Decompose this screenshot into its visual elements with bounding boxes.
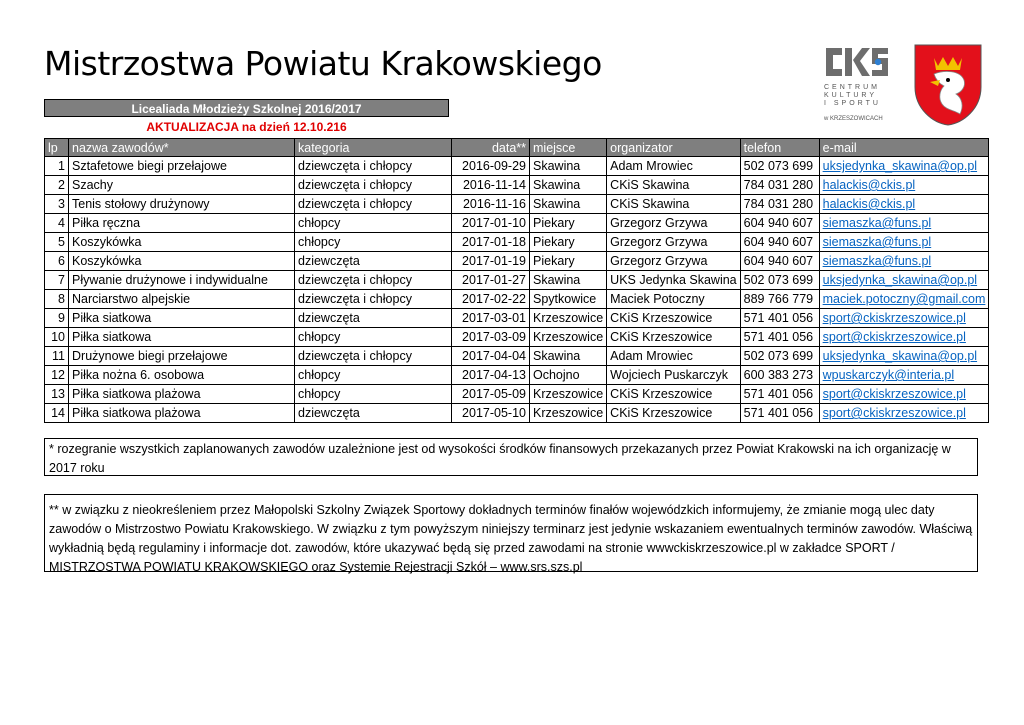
email-link[interactable]: sport@ckiskrzeszowice.pl: [822, 406, 966, 420]
email-link[interactable]: wpuskarczyk@interia.pl: [822, 368, 955, 382]
cell-phone: 604 940 607: [740, 252, 819, 271]
cell-place: Krzeszowice: [530, 309, 607, 328]
cell-phone: 784 031 280: [740, 195, 819, 214]
cell-organizer: UKS Jedynka Skawina: [607, 271, 740, 290]
cell-organizer: CKiS Krzeszowice: [607, 328, 740, 347]
cell-date: 2017-04-13: [452, 366, 530, 385]
cell-place: Skawina: [530, 157, 607, 176]
cell-email: [819, 328, 989, 347]
table-row: [45, 195, 989, 214]
cell-phone: 571 401 056: [740, 309, 819, 328]
cell-event-name: Tenis stołowy drużynowy: [69, 195, 295, 214]
cell-place: Skawina: [530, 176, 607, 195]
cell-event-name: Koszykówka: [69, 252, 295, 271]
cell-place: Piekary: [530, 214, 607, 233]
table-row: [45, 214, 989, 233]
cell-event-name: Pływanie drużynowe i indywidualne: [69, 271, 295, 290]
cell-lp: 3: [45, 195, 69, 214]
cell-category: dziewczęta i chłopcy: [295, 290, 452, 309]
cell-organizer: Grzegorz Grzywa: [607, 214, 740, 233]
cell-email: [819, 233, 989, 252]
cell-category: chłopcy: [295, 214, 452, 233]
email-link[interactable]: siemaszka@funs.pl: [822, 216, 932, 230]
cell-email: [819, 309, 989, 328]
cell-category: dziewczęta: [295, 309, 452, 328]
cell-organizer: CKiS Skawina: [607, 195, 740, 214]
table-row: [45, 328, 989, 347]
ckis-line-2: KULTURY: [824, 92, 878, 99]
cell-organizer: CKiS Skawina: [607, 176, 740, 195]
cell-category: chłopcy: [295, 366, 452, 385]
cell-place: Skawina: [530, 347, 607, 366]
email-link[interactable]: sport@ckiskrzeszowice.pl: [822, 311, 966, 325]
email-link[interactable]: uksjedynka_skawina@op.pl: [822, 273, 978, 287]
cell-date: 2017-04-04: [452, 347, 530, 366]
cell-date: 2017-02-22: [452, 290, 530, 309]
email-link[interactable]: sport@ckiskrzeszowice.pl: [822, 330, 966, 344]
cell-email: [819, 157, 989, 176]
header-date: data**: [452, 139, 530, 157]
table-row: [45, 252, 989, 271]
table-row: [45, 176, 989, 195]
cell-place: Ochojno: [530, 366, 607, 385]
cell-place: Spytkowice: [530, 290, 607, 309]
cell-email: [819, 404, 989, 423]
cell-phone: 604 940 607: [740, 233, 819, 252]
table-header-row: [45, 139, 989, 157]
cell-category: chłopcy: [295, 233, 452, 252]
cell-organizer: CKiS Krzeszowice: [607, 404, 740, 423]
ckis-logo-icon: [824, 44, 890, 82]
cell-category: chłopcy: [295, 385, 452, 404]
cell-phone: 502 073 699: [740, 347, 819, 366]
cell-organizer: CKiS Krzeszowice: [607, 385, 740, 404]
cell-category: dziewczęta i chłopcy: [295, 347, 452, 366]
cell-place: Skawina: [530, 195, 607, 214]
table-row: [45, 347, 989, 366]
header-phone: telefon: [740, 139, 819, 157]
ckis-line-1: CENTRUM: [824, 84, 880, 91]
cell-organizer: Wojciech Puskarczyk: [607, 366, 740, 385]
cell-email: [819, 290, 989, 309]
cell-phone: 604 940 607: [740, 214, 819, 233]
cell-place: Krzeszowice: [530, 404, 607, 423]
header-event-name: nazwa zawodów*: [69, 139, 295, 157]
cell-event-name: Piłka siatkowa plażowa: [69, 404, 295, 423]
cell-lp: 1: [45, 157, 69, 176]
cell-phone: 571 401 056: [740, 404, 819, 423]
table-row: [45, 157, 989, 176]
cell-place: Skawina: [530, 271, 607, 290]
email-link[interactable]: siemaszka@funs.pl: [822, 254, 932, 268]
cell-category: dziewczęta i chłopcy: [295, 157, 452, 176]
cell-category: dziewczęta i chłopcy: [295, 271, 452, 290]
cell-category: chłopcy: [295, 328, 452, 347]
cell-lp: 8: [45, 290, 69, 309]
cell-event-name: Piłka siatkowa plażowa: [69, 385, 295, 404]
cell-event-name: Piłka siatkowa: [69, 309, 295, 328]
cell-email: [819, 214, 989, 233]
cell-date: 2017-05-10: [452, 404, 530, 423]
cell-email: [819, 366, 989, 385]
cell-event-name: Drużynowe biegi przełajowe: [69, 347, 295, 366]
cell-lp: 5: [45, 233, 69, 252]
cell-lp: 12: [45, 366, 69, 385]
header-email: e-mail: [819, 139, 989, 157]
coat-of-arms-icon: [914, 44, 982, 126]
cell-date: 2017-01-10: [452, 214, 530, 233]
cell-organizer: Grzegorz Grzywa: [607, 252, 740, 271]
cell-phone: 571 401 056: [740, 385, 819, 404]
cell-date: 2017-01-19: [452, 252, 530, 271]
cell-date: 2017-05-09: [452, 385, 530, 404]
cell-email: [819, 195, 989, 214]
cell-organizer: CKiS Krzeszowice: [607, 309, 740, 328]
table-row: [45, 385, 989, 404]
ckis-logo-text: [824, 84, 881, 108]
cell-event-name: Piłka ręczna: [69, 214, 295, 233]
cell-phone: 502 073 699: [740, 157, 819, 176]
update-notice: AKTUALIZACJA na dzień 12.10.216: [146, 120, 347, 134]
cell-lp: 4: [45, 214, 69, 233]
cell-phone: 784 031 280: [740, 176, 819, 195]
cell-date: 2017-03-09: [452, 328, 530, 347]
cell-lp: 13: [45, 385, 69, 404]
header-lp: lp: [45, 139, 69, 157]
table-row: [45, 366, 989, 385]
cell-place: Piekary: [530, 233, 607, 252]
footnote-dates: ** w związku z nieokreśleniem przez Małopolski Szkolny Związek Sportowy dokładnych terminów finałów wojewódzkich informujemy, że zmianie mogą ulec daty zawodów o Mistrzostwo Powiatu Krakowskiego. W związku z tym powyższym niniejszy terminarz jest jedynie wskazaniem ewentualnych terminów zawodów. Właściwą wykładnią będą regulaminy i informacje dot. zawodów, które ukazywać będą się przed zawodami na stronie wwwckiskrzeszowice.pl w zakładce SPORT / MISTRZOSTWA POWIATU KRAKOWSKIEGO oraz Systemie Rejestracji Szkół – www.srs.szs.pl: [44, 494, 978, 572]
cell-organizer: Adam Mrowiec: [607, 157, 740, 176]
cell-email: [819, 347, 989, 366]
cell-place: Krzeszowice: [530, 385, 607, 404]
cell-date: 2017-03-01: [452, 309, 530, 328]
ckis-logo-subtitle: w KRZESZOWICACH: [824, 116, 883, 122]
table-row: [45, 271, 989, 290]
cell-event-name: Piłka nożna 6. osobowa: [69, 366, 295, 385]
cell-date: 2017-01-18: [452, 233, 530, 252]
cell-organizer: Adam Mrowiec: [607, 347, 740, 366]
cell-category: dziewczęta: [295, 252, 452, 271]
cell-phone: 571 401 056: [740, 328, 819, 347]
table-row: [45, 233, 989, 252]
cell-lp: 6: [45, 252, 69, 271]
cell-organizer: Grzegorz Grzywa: [607, 233, 740, 252]
events-table: [44, 138, 989, 423]
cell-category: dziewczęta i chłopcy: [295, 176, 452, 195]
cell-lp: 7: [45, 271, 69, 290]
cell-email: [819, 176, 989, 195]
cell-event-name: Piłka siatkowa: [69, 328, 295, 347]
cell-lp: 9: [45, 309, 69, 328]
ckis-logo: [824, 44, 890, 122]
cell-email: [819, 385, 989, 404]
cell-lp: 10: [45, 328, 69, 347]
cell-event-name: Narciarstwo alpejskie: [69, 290, 295, 309]
email-link[interactable]: sport@ckiskrzeszowice.pl: [822, 387, 966, 401]
header-place: miejsce: [530, 139, 607, 157]
cell-phone: 502 073 699: [740, 271, 819, 290]
ckis-line-3: I SPORTU: [824, 100, 881, 107]
cell-date: 2016-11-16: [452, 195, 530, 214]
header-organizer: organizator: [607, 139, 740, 157]
table-row: [45, 404, 989, 423]
cell-event-name: Szachy: [69, 176, 295, 195]
email-link[interactable]: halackis@ckis.pl: [822, 178, 916, 192]
email-link[interactable]: halackis@ckis.pl: [822, 197, 916, 211]
cell-organizer: Maciek Potoczny: [607, 290, 740, 309]
cell-phone: 889 766 779: [740, 290, 819, 309]
cell-date: 2016-11-14: [452, 176, 530, 195]
page-title: Mistrzostwa Powiatu Krakowskiego: [44, 44, 602, 83]
cell-lp: 14: [45, 404, 69, 423]
cell-phone: 600 383 273: [740, 366, 819, 385]
cell-place: Krzeszowice: [530, 328, 607, 347]
cell-place: Piekary: [530, 252, 607, 271]
cell-email: [819, 271, 989, 290]
cell-email: [819, 252, 989, 271]
email-link[interactable]: siemaszka@funs.pl: [822, 235, 932, 249]
email-link[interactable]: maciek.potoczny@gmail.com: [822, 292, 986, 306]
email-link[interactable]: uksjedynka_skawina@op.pl: [822, 349, 978, 363]
email-link[interactable]: uksjedynka_skawina@op.pl: [822, 159, 978, 173]
cell-event-name: Koszykówka: [69, 233, 295, 252]
cell-event-name: Sztafetowe biegi przełajowe: [69, 157, 295, 176]
header-category: kategoria: [295, 139, 452, 157]
cell-lp: 2: [45, 176, 69, 195]
event-banner: Licealiada Młodzieży Szkolnej 2016/2017: [44, 99, 449, 117]
cell-date: 2017-01-27: [452, 271, 530, 290]
cell-category: dziewczęta: [295, 404, 452, 423]
cell-category: dziewczęta i chłopcy: [295, 195, 452, 214]
cell-date: 2016-09-29: [452, 157, 530, 176]
cell-lp: 11: [45, 347, 69, 366]
footnote-funding: * rozegranie wszystkich zaplanowanych zawodów uzależnione jest od wysokości środków finansowych przekazanych przez Powiat Krakowski na ich organizację w 2017 roku: [44, 438, 978, 476]
table-row: [45, 290, 989, 309]
table-row: [45, 309, 989, 328]
